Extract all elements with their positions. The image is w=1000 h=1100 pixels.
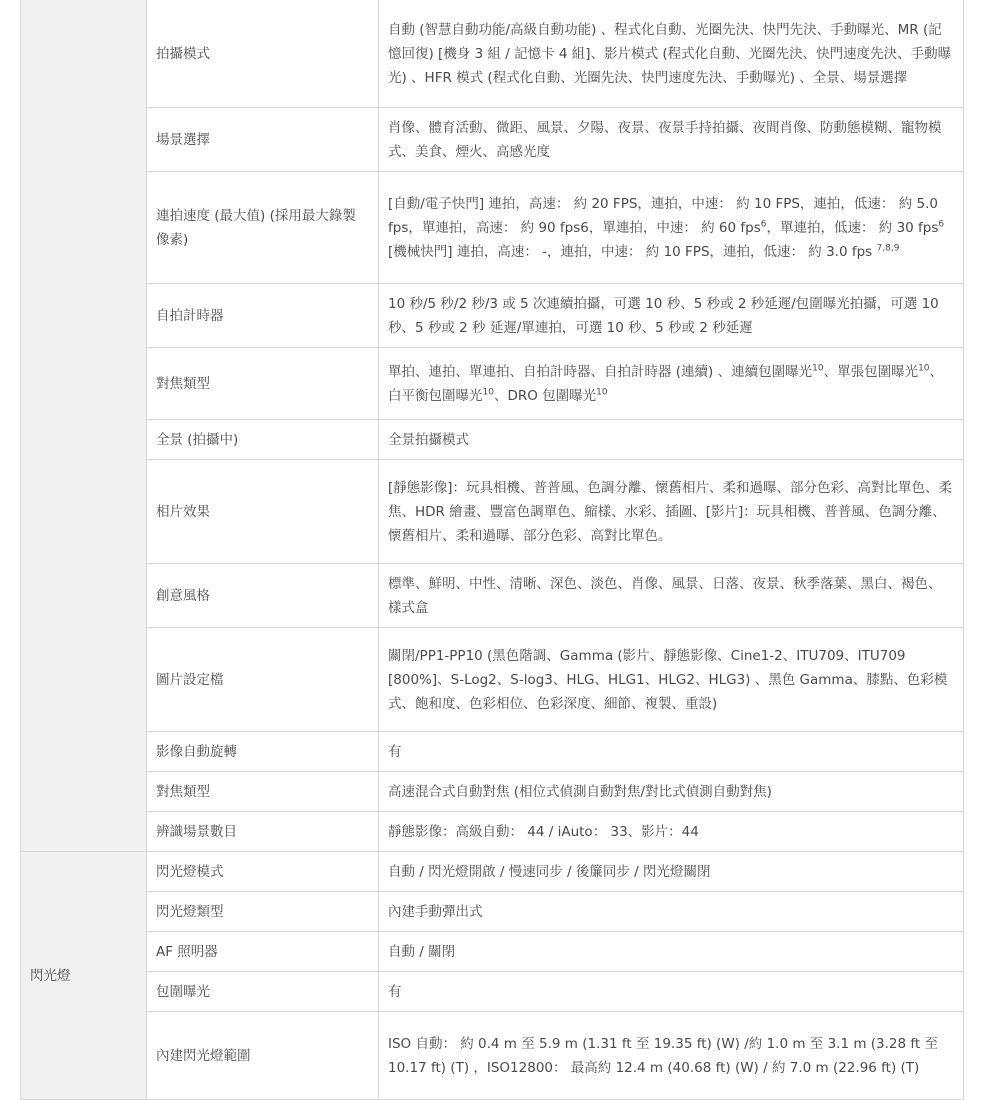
spec-label: 閃光燈類型: [147, 892, 379, 932]
spec-value: 自動 / 關閉: [379, 932, 964, 972]
spec-label: 圖片設定檔: [147, 628, 379, 732]
spec-label: 拍攝模式: [147, 0, 379, 108]
spec-value: 自動 / 閃光燈開啟 / 慢速同步 / 後簾同步 / 閃光燈關閉: [379, 852, 964, 892]
spec-value: 10 秒/5 秒/2 秒/3 或 5 次連續拍攝，可選 10 秒、5 秒或 2 秒延遲/包圍曝光拍攝，可選 10 秒、5 秒或 2 秒 延遲/單連拍，可選 10 秒、5 秒或 2 秒延遲: [379, 284, 964, 348]
spec-label: 影像自動旋轉: [147, 732, 379, 772]
spec-value: [自動/電子快門] 連拍，高速： 約 20 FPS，連拍，中速： 約 10 FPS，連拍，低速： 約 5.0 fps，單連拍，高速： 約 90 fps6，單連拍，中速： 約 60 fps$^6$，單連拍，低速： 約 30 fps$^6$ [機械快門] 連拍，高速： -，連拍，中速： 約 10 FPS，連拍，低速： 約 3.0 fps $^{7,8,9}$: [379, 172, 964, 284]
spec-value: [靜態影像]：玩具相機、普普風、色調分離、懷舊相片、柔和過曝、部分色彩、高對比單色、柔焦、HDR 繪畫、豐富色調單色、縮樣、水彩、插圖、[影片]：玩具相機、普普風、色調分離、懷舊相片、柔和過曝、部分色彩、高對比單色。: [379, 460, 964, 564]
spec-value: 全景拍攝模式: [379, 420, 964, 460]
spec-label: 全景 (拍攝中): [147, 420, 379, 460]
spec-label: 內建閃光燈範圍: [147, 1012, 379, 1100]
spec-value: 靜態影像：高級自動： 44 / iAuto： 33、影片：44: [379, 812, 964, 852]
spec-value: 標準、鮮明、中性、清晰、深色、淡色、肖像、風景、日落、夜景、秋季落葉、黑白、褐色、樣式盒: [379, 564, 964, 628]
section-category-flash: 閃光燈: [21, 852, 147, 1100]
spec-value: 關閉/PP1-PP10 (黑色階調、Gamma (影片、靜態影像、Cine1-2、ITU709、ITU709 [800%]、S-Log2、S-log3、HLG、HLG1、HLG2、HLG3) 、黑色 Gamma、膝點、色彩模式、飽和度、色彩相位、色彩深度、細節、複製、重設): [379, 628, 964, 732]
spec-value: 肖像、體育活動、微距、風景、夕陽、夜景、夜景手持拍攝、夜間肖像、防動態模糊、寵物模式、美食、煙火、高感光度: [379, 108, 964, 172]
section-category: [21, 0, 147, 852]
spec-label: 對焦類型: [147, 348, 379, 420]
spec-label: 創意風格: [147, 564, 379, 628]
spec-label: 對焦類型: [147, 772, 379, 812]
spec-label: 閃光燈模式: [147, 852, 379, 892]
spec-label: 連拍速度 (最大值) (採用最大錄製像素): [147, 172, 379, 284]
spec-value: ISO 自動： 約 0.4 m 至 5.9 m (1.31 ft 至 19.35 ft) (W) /約 1.0 m 至 3.1 m (3.28 ft 至 10.17 ft) (T) ，ISO12800： 最高約 12.4 m (40.68 ft) (W) / 約 7.0 m (22.96 ft) (T): [379, 1012, 964, 1100]
spec-label: 自拍計時器: [147, 284, 379, 348]
spec-label: 相片效果: [147, 460, 379, 564]
spec-value: 有: [379, 972, 964, 1012]
spec-value: 單拍、連拍、單連拍、自拍計時器、自拍計時器 (連續) 、連續包圍曝光$^{10}$、單張包圍曝光$^{10}$、白平衡包圍曝光$^{10}$、DRO 包圍曝光$^{10}$: [379, 348, 964, 420]
spec-value: 有: [379, 732, 964, 772]
spec-table: [20, 0, 964, 1100]
spec-label: AF 照明器: [147, 932, 379, 972]
spec-label: 場景選擇: [147, 108, 379, 172]
spec-value: 內建手動彈出式: [379, 892, 964, 932]
spec-value: 高速混合式自動對焦 (相位式偵測自動對焦/對比式偵測自動對焦): [379, 772, 964, 812]
spec-label: 包圍曝光: [147, 972, 379, 1012]
spec-label: 辨識場景數目: [147, 812, 379, 852]
spec-value: 自動 (智慧自動功能/高級自動功能) 、程式化自動、光圈先決、快門先決、手動曝光、MR (記憶回復) [機身 3 組 / 記憶卡 4 組]、影片模式 (程式化自動、光圈先決、快門速度先決、手動曝光) 、HFR 模式 (程式化自動、光圈先決、快門速度先決、手動曝光) 、全景、場景選擇: [379, 0, 964, 108]
